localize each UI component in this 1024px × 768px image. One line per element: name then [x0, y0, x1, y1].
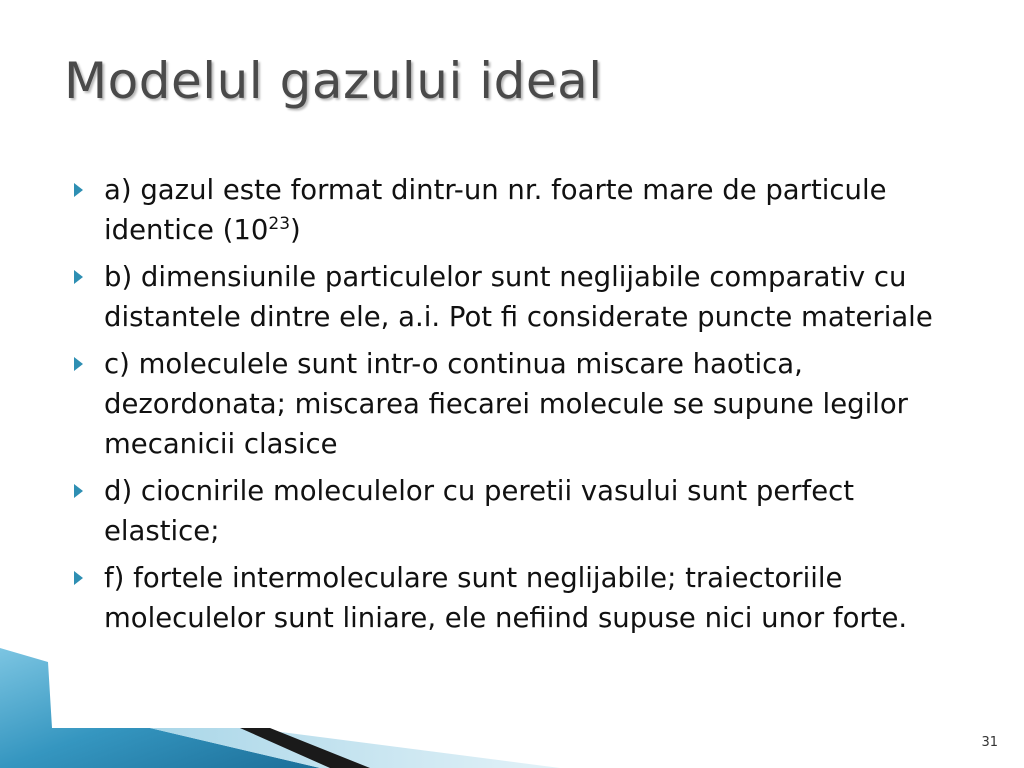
- bullet-text: d) ciocnirile moleculelor cu peretii vasului sunt perfect elastice;: [104, 475, 855, 547]
- bullet-text-suffix: ): [290, 214, 301, 246]
- bullet-item-a: [74, 170, 974, 250]
- bullet-item-d: [74, 471, 974, 551]
- bullet-text: f) fortele intermoleculare sunt neglijabile; traiectoriile moleculelor sunt liniare, ele nefiind supuse nici unor forte.: [104, 562, 908, 634]
- superscript-exponent: 23: [268, 213, 291, 234]
- triangle-right-icon: [74, 270, 83, 284]
- page-number: 31: [981, 735, 998, 750]
- bullet-list: [74, 170, 974, 645]
- bullet-text: c) moleculele sunt intr-o continua miscare haotica, dezordonata; miscarea fiecarei molecule se supune legilor mecanicii clasice: [104, 348, 908, 460]
- bullet-text: a) gazul este format dintr-un nr. foarte mare de particule identice (10: [104, 174, 887, 246]
- bullet-item-f: [74, 558, 974, 638]
- triangle-right-icon: [74, 183, 83, 197]
- triangle-right-icon: [74, 484, 83, 498]
- triangle-right-icon: [74, 571, 83, 585]
- triangle-right-icon: [74, 357, 83, 371]
- bullet-text: b) dimensiunile particulelor sunt neglijabile comparativ cu distantele dintre ele, a.i. Pot fi considerate puncte materiale: [104, 261, 933, 333]
- slide-title: Modelul gazului ideal: [64, 52, 603, 110]
- bullet-item-b: [74, 257, 974, 337]
- bullet-item-c: [74, 344, 974, 464]
